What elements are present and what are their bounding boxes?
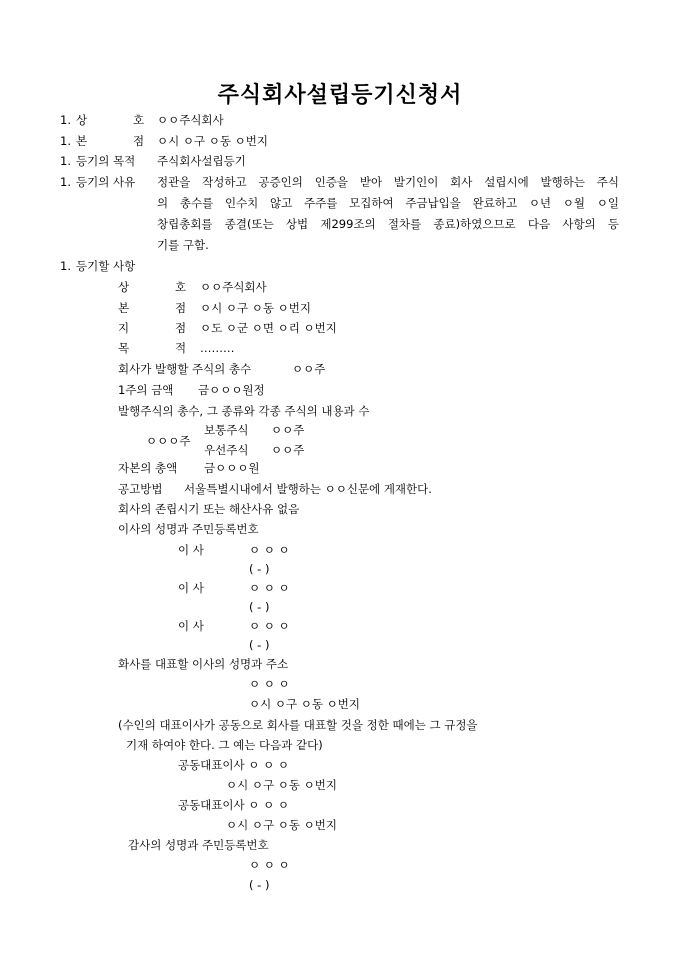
company-name: ㅇㅇ주식회사 bbox=[157, 113, 224, 127]
item-label-1: 본 bbox=[76, 134, 88, 148]
capital-value: 금ㅇㅇㅇ원 bbox=[204, 461, 260, 475]
director-id-number: ( - ) bbox=[249, 600, 270, 614]
company-name-value: ㅇㅇ주식회사 bbox=[200, 280, 267, 294]
share-type-count: ㅇㅇ주 bbox=[271, 423, 305, 437]
head-office-address: ㅇ시 ㅇ구 ㅇ동 ㅇ번지 bbox=[157, 134, 268, 148]
joint-rep-address: ㅇ시 ㅇ구 ㅇ동 ㅇ번지 bbox=[226, 818, 337, 832]
joint-rep-line: 공동대표이사 ㅇ ㅇ ㅇ bbox=[178, 758, 289, 772]
sub-label-2: 점 bbox=[175, 301, 187, 315]
notice-method-value: 서울특별시내에서 발행하는 ㅇㅇ신문에 게재한다. bbox=[184, 482, 432, 496]
auditor-name: ㅇ ㅇ ㅇ bbox=[249, 858, 290, 872]
director-name: ㅇ ㅇ ㅇ bbox=[249, 581, 290, 595]
representative-heading: 화사를 대표할 이사의 성명과 주소 bbox=[118, 657, 289, 671]
item-marker: 1. bbox=[60, 154, 71, 168]
item-marker: 1. bbox=[60, 175, 71, 189]
share-type-name: 보통주식 bbox=[204, 423, 249, 437]
par-value-label: 1주의 금액 bbox=[118, 383, 174, 397]
representative-name: ㅇ ㅇ ㅇ bbox=[249, 677, 290, 691]
auditor-heading: 감사의 성명과 주민등록번호 bbox=[128, 838, 269, 852]
reason-line: 의 총수를 인수치 않고 주주를 모집하여 주금납입을 완료하고 ㅇ년 ㅇ월 ㅇ일 bbox=[157, 196, 619, 210]
item-label: 등기할 사항 bbox=[76, 259, 136, 273]
item-marker: 1. bbox=[60, 259, 71, 273]
item-label: 등기의 사유 bbox=[76, 175, 136, 189]
representative-address: ㅇ시 ㅇ구 ㅇ동 ㅇ번지 bbox=[249, 697, 360, 711]
notice-method-label: 공고방법 bbox=[118, 482, 163, 496]
director-name: ㅇ ㅇ ㅇ bbox=[249, 619, 290, 633]
registration-purpose: 주식회사설립등기 bbox=[157, 154, 246, 168]
share-type-name: 우선주식 bbox=[204, 443, 249, 457]
branch-value: ㅇ도 ㅇ군 ㅇ면 ㅇ리 ㅇ번지 bbox=[200, 321, 337, 335]
duration-line: 회사의 존립시기 또는 해산사유 없음 bbox=[118, 502, 300, 516]
item-label-1: 상 bbox=[76, 113, 88, 127]
director-name: ㅇ ㅇ ㅇ bbox=[249, 543, 290, 557]
par-value-value: 금ㅇㅇㅇ원정 bbox=[198, 383, 265, 397]
purpose-value: ……… bbox=[200, 341, 235, 355]
document-title: 주식회사설립등기신청서 bbox=[217, 82, 463, 108]
item-marker: 1. bbox=[60, 113, 71, 127]
joint-rep-address: ㅇ시 ㅇ구 ㅇ동 ㅇ번지 bbox=[226, 778, 337, 792]
reason-line: 기를 구함. bbox=[157, 238, 209, 252]
auditor-id-number: ( - ) bbox=[249, 878, 270, 892]
issued-shares-total: ㅇㅇㅇ주 bbox=[146, 434, 191, 448]
director-id-number: ( - ) bbox=[249, 562, 270, 576]
share-type-count: ㅇㅇ주 bbox=[271, 443, 305, 457]
issued-shares-label: 발행주식의 총수, 그 종류와 각종 주식의 내용과 수 bbox=[118, 404, 370, 418]
head-office-value: ㅇ시 ㅇ구 ㅇ동 ㅇ번지 bbox=[200, 301, 311, 315]
sub-label-1: 본 bbox=[118, 301, 130, 315]
reason-line: 창립총회를 종결(또는 상법 제299조의 절차를 종료)하였으므로 다음 사항의 등 bbox=[157, 217, 619, 231]
sub-label-2: 점 bbox=[175, 321, 187, 335]
sub-label-1: 상 bbox=[118, 280, 130, 294]
sub-label-1: 목 bbox=[118, 341, 130, 355]
reason-line: 정관을 작성하고 공증인의 인증을 받아 발기인이 회사 설립시에 발행하는 주식 bbox=[157, 175, 619, 189]
director-title: 이 사 bbox=[178, 619, 204, 633]
joint-rep-note: 기재 하여야 한다. 그 예는 다음과 같다) bbox=[126, 738, 323, 752]
sub-label-2: 적 bbox=[175, 341, 187, 355]
item-label-2: 점 bbox=[133, 134, 145, 148]
capital-label: 자본의 총액 bbox=[118, 461, 178, 475]
joint-rep-line: 공동대표이사 ㅇ ㅇ ㅇ bbox=[178, 798, 289, 812]
joint-rep-note: (수인의 대표이사가 공동으로 회사를 대표할 것을 정한 때에는 그 규정을 bbox=[118, 718, 478, 732]
sub-label-2: 호 bbox=[175, 280, 187, 294]
total-shares-label: 회사가 발행할 주식의 총수 bbox=[118, 362, 252, 376]
director-title: 이 사 bbox=[178, 581, 204, 595]
sub-label-1: 지 bbox=[118, 321, 130, 335]
director-id-number: ( - ) bbox=[249, 638, 270, 652]
item-marker: 1. bbox=[60, 134, 71, 148]
directors-heading: 이사의 성명과 주민등록번호 bbox=[118, 522, 259, 536]
item-label: 등기의 목적 bbox=[76, 154, 136, 168]
item-label-2: 호 bbox=[133, 113, 145, 127]
director-title: 이 사 bbox=[178, 543, 204, 557]
total-shares-value: ㅇㅇ주 bbox=[292, 362, 326, 376]
